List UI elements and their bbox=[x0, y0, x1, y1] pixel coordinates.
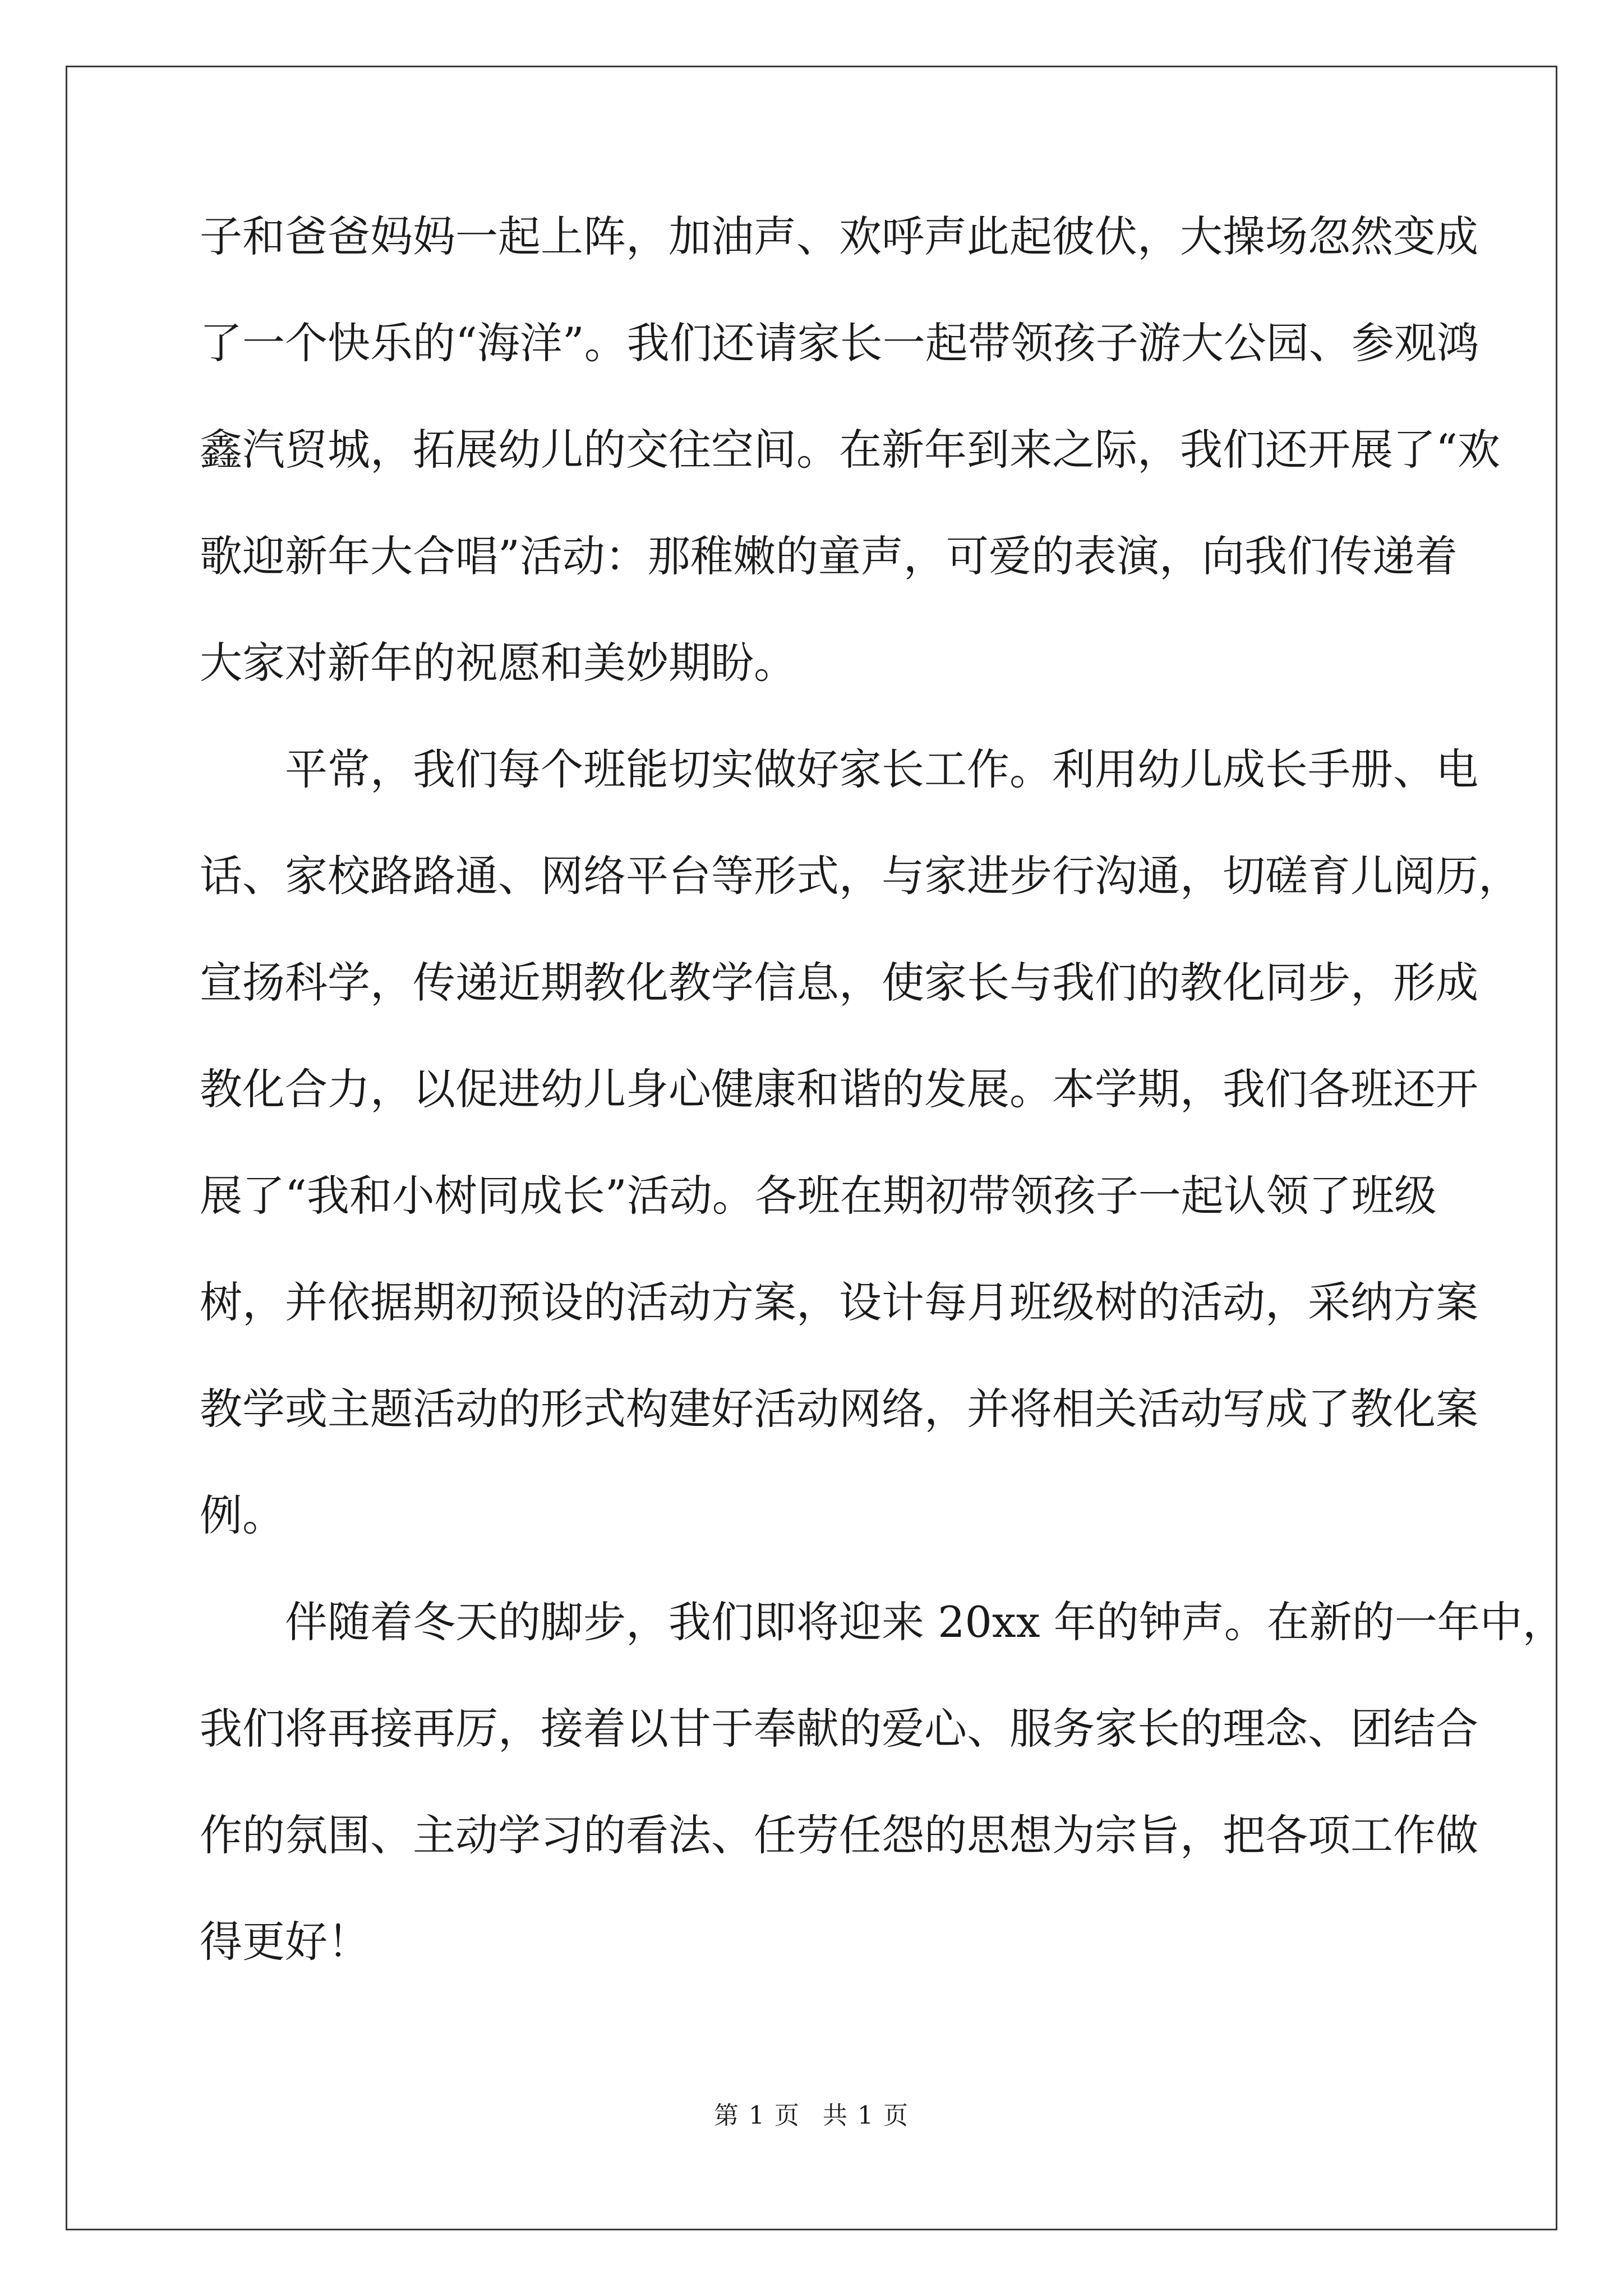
text-line: 展了“我和小树同成长”活动。各班在期初带领孩子一起认领了班级 bbox=[200, 1171, 1437, 1221]
paragraph-3 bbox=[200, 1594, 1565, 2021]
text-line: 鑫汽贸城，拓展幼儿的交往空间。在新年到来之际，我们还开展了“欢 bbox=[200, 425, 1500, 475]
text-line: 歌迎新年大合唱”活动：那稚嫩的童声，可爱的表演，向我们传递着 bbox=[200, 531, 1458, 581]
text-line: 话、家校路路通、网络平台等形式，与家进步行沟通，切磋育儿阅历， bbox=[200, 851, 1521, 901]
text-line: 作的氛围、主动学习的看法、任劳任怨的思想为宗旨，把各项工作做 bbox=[200, 1810, 1478, 1860]
text-line: 大家对新年的祝愿和美妙期盼。 bbox=[200, 638, 796, 688]
page-number: 第 1 页 bbox=[714, 2101, 800, 2130]
text-line: 教学或主题活动的形式构建好活动网络，并将相关活动写成了教化案 bbox=[200, 1384, 1478, 1434]
paragraph-1 bbox=[200, 209, 1500, 742]
document-body bbox=[200, 209, 1565, 2021]
text-line: 平常，我们每个班能切实做好家长工作。利用幼儿成长手册、电 bbox=[285, 744, 1478, 794]
text-line: 教化合力，以促进幼儿身心健康和谐的发展。本学期，我们各班还开 bbox=[200, 1064, 1478, 1114]
page-footer bbox=[0, 2095, 1623, 2131]
text-line: 我们将再接再厉，接着以甘于奉献的爱心、服务家长的理念、团结合 bbox=[200, 1704, 1478, 1754]
paragraph-2 bbox=[200, 742, 1521, 1594]
text-line: 伴随着冬天的脚步，我们即将迎来 20xx 年的钟声。在新的一年中， bbox=[285, 1597, 1565, 1647]
text-line: 子和爸爸妈妈一起上阵，加油声、欢呼声此起彼伏，大操场忽然变成 bbox=[200, 211, 1478, 261]
text-line: 了一个快乐的“海洋”。我们还请家长一起带领孩子游大公园、参观鸿 bbox=[200, 318, 1479, 368]
text-line: 例。 bbox=[200, 1490, 285, 1540]
text-line: 树，并依据期初预设的活动方案，设计每月班级树的活动，采纳方案 bbox=[200, 1277, 1478, 1327]
text-line: 得更好！ bbox=[200, 1917, 370, 1967]
text-line: 宣扬科学，传递近期教化教学信息，使家长与我们的教化同步，形成 bbox=[200, 958, 1478, 1007]
page-total: 共 1 页 bbox=[823, 2101, 909, 2130]
